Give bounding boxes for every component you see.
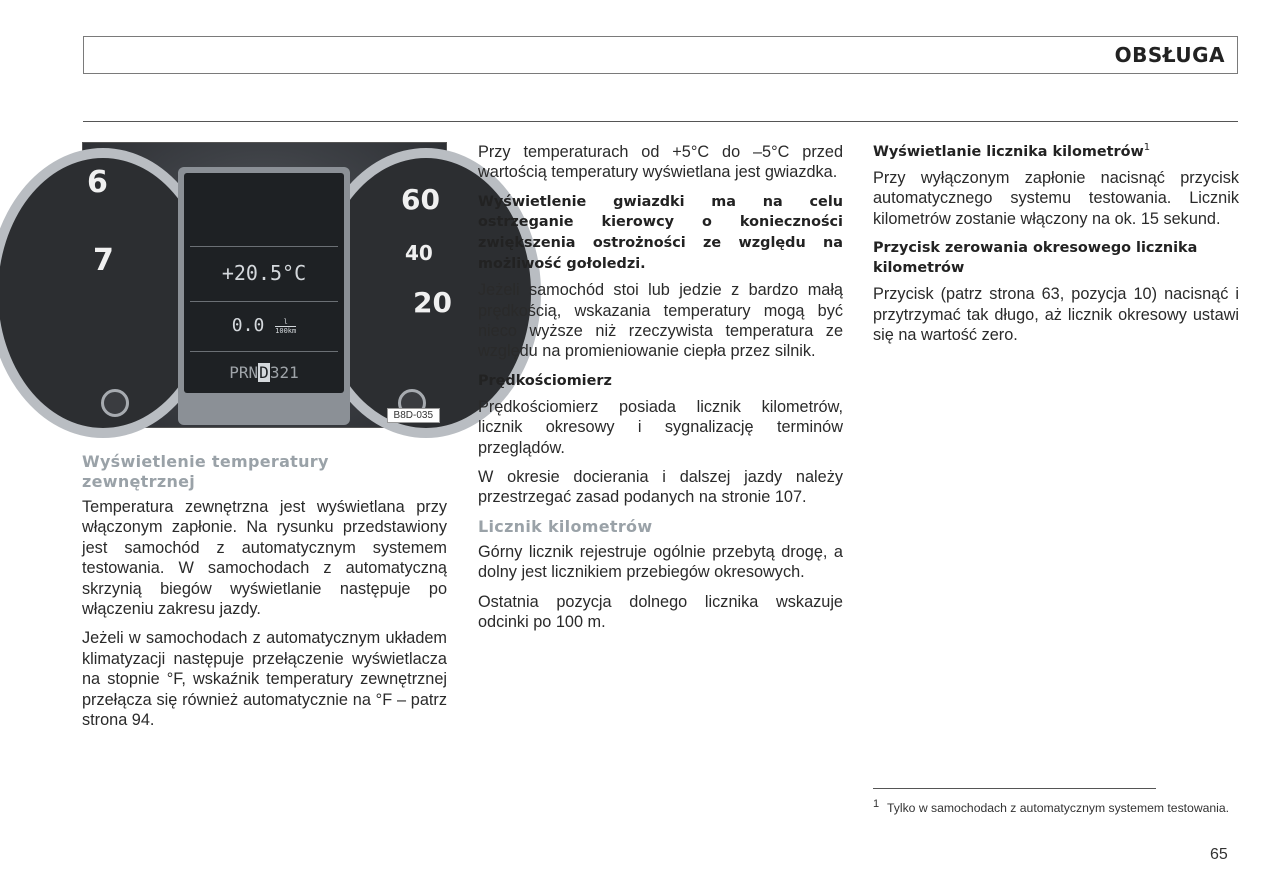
consumption-readout: 0.0 $\frac{l}{100km}$ xyxy=(231,315,297,336)
instrument-cluster-figure xyxy=(82,142,452,428)
subheading: Wyświetlanie licznika kilometrów$^1$ xyxy=(873,142,1151,160)
paragraph: Przycisk (patrz strona 63, pozycja 10) nacisnąć i przytrzymać tak długo, aż licznik okresowy ustawi się na wartość zero. xyxy=(873,285,1239,345)
figure-label: B8D-035 xyxy=(387,408,440,423)
column-right xyxy=(873,142,1239,354)
paragraph: Jeżeli samochód stoi lub jedzie z bardzo małą prędkością, wskazania temperatury mogą być nieco wyższe niż rzeczywista temperatura ze względu na promieniowanie ciepła przez silnik. xyxy=(478,281,843,361)
paragraph: Prędkościomierz posiada licznik kilometrów, licznik okresowy i sygnalizację terminów przeglądów. xyxy=(478,397,843,457)
gauge-number: 20 xyxy=(413,286,452,319)
footnote-rule xyxy=(873,788,1156,789)
footnote-marker: 1 xyxy=(1143,142,1151,154)
paragraph: W okresie docierania i dalszej jazdy należy przestrzegać zasad podanych na stronie 107. xyxy=(478,468,843,507)
paragraph: Temperatura zewnętrzna jest wyświetlana przy włączonym zapłonie. Na rysunku przedstawiony jest samochód z automatycznym systemem testowania. W samochodach z automatyczną skrzynią biegów wyświetlanie następuje po włączeniu zakresu jazdy. xyxy=(82,498,447,619)
paragraph: Przy temperaturach od +5°C do –5°C przed wartością temperatury wyświetlana jest gwiazdka. xyxy=(478,143,843,182)
paragraph: Przy wyłączonym zapłonie nacisnąć przycisk automatycznego systemu testowania. Licznik kilometrów zostanie włączony na ok. 15 sekund. xyxy=(873,169,1239,228)
warning-paragraph: Wyświetlenie gwiazdki ma na celu ostrzeganie kierowcy o konieczności zwiększenia ostrożności ze względu na możliwość gołoledzi. xyxy=(478,193,843,272)
section-heading: Wyświetlenie temperatury zewnętrznej xyxy=(82,452,329,491)
multifunction-display xyxy=(184,173,344,393)
gauge-number: 40 xyxy=(405,241,433,265)
gear-indicator: PRND321 xyxy=(229,363,299,382)
footnote-number: 1 xyxy=(873,798,880,810)
section-title: OBSŁUGA xyxy=(1114,43,1225,67)
column-middle xyxy=(478,142,843,641)
footnote-text: Tylko w samochodach z automatycznym systemem testowania. xyxy=(887,801,1230,815)
paragraph: Ostatnia pozycja dolnego licznika wskazuje odcinki po 100 m. xyxy=(478,592,843,632)
header-rule xyxy=(83,121,1238,122)
section-heading: Licznik kilometrów xyxy=(478,516,653,536)
trip-reset-knob xyxy=(101,389,129,417)
paragraph: Jeżeli w samochodach z automatycznym układem klimatyzacji następuje przełączenie wyświetlacza na stopnie °F, wskaźnik temperatury zewnętrznej przełącza się również automatycznie na °F – patrz strona 94. xyxy=(82,629,447,730)
gauge-number: 6 xyxy=(87,165,108,200)
footnote xyxy=(873,800,1239,816)
paragraph: Górny licznik rejestruje ogólnie przebytą drogę, a dolny jest licznikiem przebiegów okresowych. xyxy=(478,542,843,582)
page-number: 65 xyxy=(1210,846,1228,863)
gauge-number: 60 xyxy=(401,183,440,216)
temperature-readout: +20.5°C xyxy=(221,261,307,285)
subheading: Prędkościomierz xyxy=(478,372,612,389)
subheading: Przycisk zerowania okresowego licznika kilometrów xyxy=(873,240,1198,277)
gauge-number: 7 xyxy=(93,243,114,278)
column-left xyxy=(82,452,447,739)
header-box xyxy=(83,36,1238,74)
